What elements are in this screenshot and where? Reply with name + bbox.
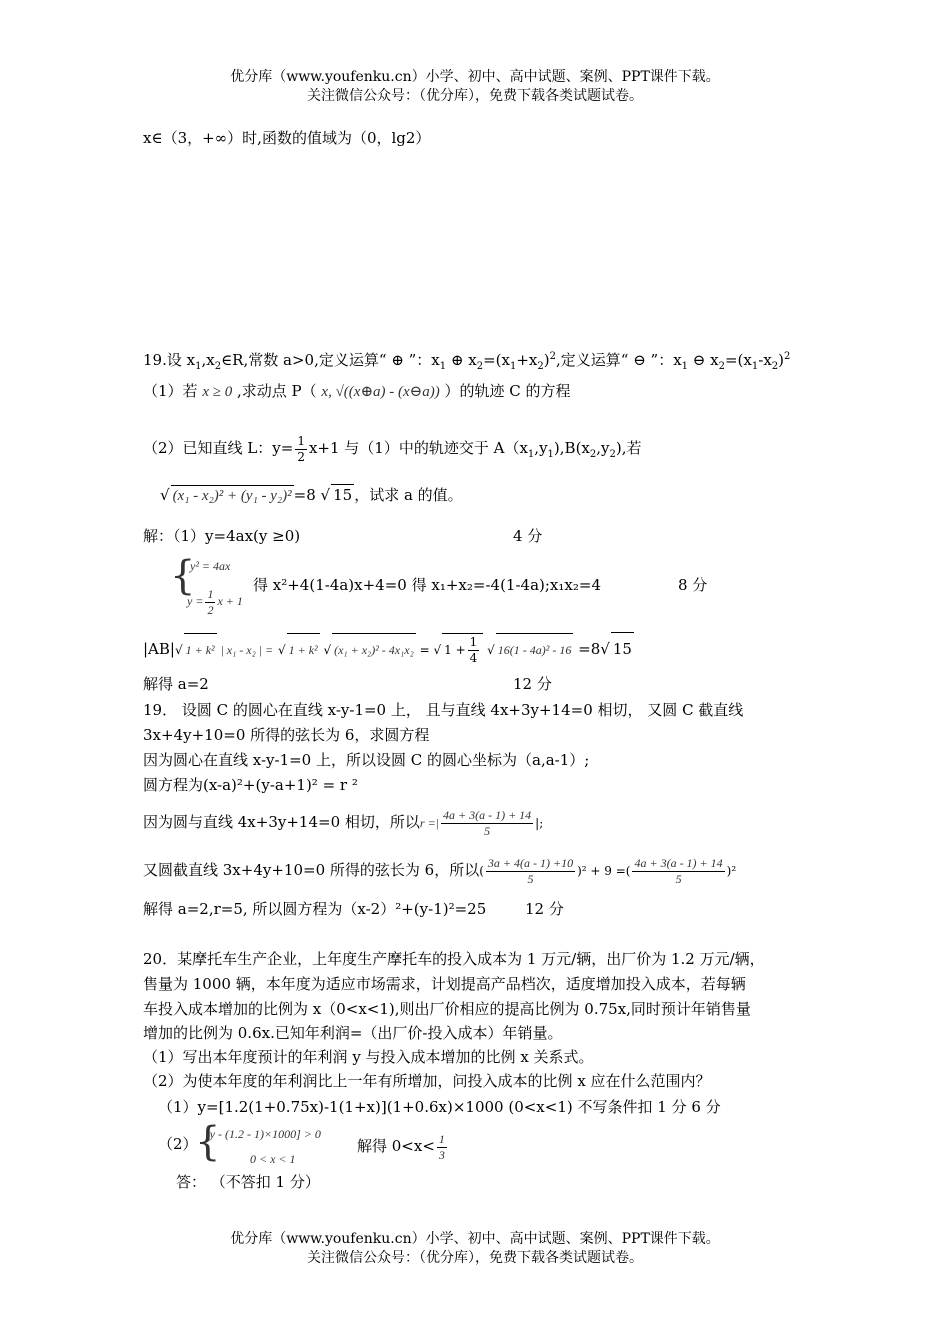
q20-line-1: 20．某摩托车生产企业，上年度生产摩托车的投入成本为 1 万元/辆，出厂价为 1.2 万元/辆， (143, 950, 765, 968)
range-statement: x∈（3，+∞）时,函数的值域为（0，lg2） (143, 129, 431, 147)
q19b-line-1: 因为圆心在直线 x-y-1=0 上，所以设圆 C 的圆心坐标为（a,a-1）; (143, 751, 590, 769)
q19a-result: 解得 a=2 (143, 675, 209, 693)
q20-solution-1: （1）y=[1.2(1+0.75x)-1(1+x)](1+0.6x)×1000 (0<x<1) 不写条件扣 1 分 6 分 (158, 1098, 721, 1116)
q20-answer: 答： （不答扣 1 分） (176, 1173, 320, 1191)
q19a-solution-1: 解：（1）y=4ax(y ≥0) (143, 527, 301, 545)
footer-line-2: 关注微信公众号：（优分库），免费下载各类试题试卷。 (307, 1250, 643, 1266)
header-line-2: 关注微信公众号：（优分库），免费下载各类试题试卷。 (307, 88, 643, 104)
q20-system-brace: { (195, 1119, 221, 1165)
system-eq-1: y² = 4ax (190, 559, 231, 573)
system-eq-2: y = $\frac{1}{2}$ x + 1 (187, 586, 243, 617)
q19b-score-12: 12 分 (525, 900, 564, 918)
q19b-line-2: 圆方程为(x-a)²+(y-a+1)² = r ² (143, 776, 358, 794)
q20-system-eq-2: 0 < x < 1 (250, 1152, 296, 1166)
q19a-score-12: 12 分 (513, 675, 552, 693)
part1-expr: x, √((x⊕a) - (x⊖a)) (321, 384, 440, 400)
system-result: 得 x²+4(1-4a)x+4=0 得 x₁+x₂=-4(1-4a);x₁x₂=4 (253, 576, 601, 594)
q19b-line-3: 因为圆与直线 4x+3y+14=0 相切，所以r =| $\frac{4a + 3(a - 1) + 14}{5}$ |; (143, 807, 544, 838)
q20-line-5: （1）写出本年度预计的年利润 y 与投入成本增加的比例 x 关系式。 (143, 1048, 594, 1066)
half-fraction: $\frac{1}{2}$ (297, 433, 305, 464)
q19a-part1: （1）若 x ≥ 0 ,求动点 P（ x, √((x⊕a) - (x⊖a)) ）的轨迹 C 的方程 (143, 382, 571, 400)
footer-line-1: 优分库（www.youfenku.cn）小学、初中、高中试题、案例、PPT课件下载。 (230, 1231, 720, 1247)
q20-line-3: 车投入成本增加的比例为 x（0<x<1),则出厂价相应的提高比例为 0.75x,同时预计年销售量 (143, 1000, 751, 1018)
q19a-part2: （2）已知直线 L：y= $\frac{1}{2}$ x+1 与（1）中的轨迹交于 $A(x_1,y_1),B(x_2,y_2)$,若 (143, 433, 642, 464)
q20-solution-2-label: （2） (158, 1135, 198, 1153)
chord-length-formula: |AB|√ 1 + k² | x₁ - x₂ | = √ 1 + k² √ (x₁ + x₂)² - 4x₁x₂ = √ 1 + $\frac{1}{4}$ √ 16(1 - 4a)² - 16 =8√ 15 (143, 632, 634, 666)
system-brace: { (170, 553, 196, 599)
q19a-score-8: 8 分 (678, 576, 708, 594)
q20-line-2: 售量为 1000 辆，本年度为适应市场需求，计划提高产品档次，适度增加投入成本，若每辆 (143, 975, 746, 993)
q19b-result: 解得 a=2,r=5, 所以圆方程为（x-2）²+(y-1)²=25 (143, 900, 487, 918)
q20-line-4: 增加的比例为 0.6x.已知年利润=（出厂价-投入成本）年销量。 (143, 1024, 563, 1042)
q19b-line-4: 又圆截直线 3x+4y+10=0 所得的弦长为 6，所以( $\frac{3a + 4(a - 1) +10}{5}$ )² + 9 =( $\frac{4a + 3(a - 1) + 14}{5}$ )² (143, 855, 737, 886)
q19a-title: 19.设 $x_1,x_2\in R$,常数 a>0,定义运算“ ⊕ ”：$x_1$ ⊕ $x_2=(x_1+x_2)^2$,定义运算“ ⊖ ”：$x_1$ ⊖ $x_2=(x_1-x_2)^2$ (143, 351, 791, 372)
q19b-title-2: 3x+4y+10=0 所得的弦长为 6，求圆方程 (143, 726, 430, 744)
q19b-title-1: 19． 设圆 C 的圆心在直线 x-y-1=0 上， 且与直线 4x+3y+14=0 相切， 又圆 C 截直线 (143, 701, 744, 719)
q20-line-6: （2）为使本年度的年利润比上一年有所增加，问投入成本的比例 x 应在什么范围内？ (143, 1072, 711, 1090)
q20-system-eq-1: [y - (1.2 - 1)×1000] > 0 (205, 1127, 321, 1141)
part1-condition: x ≥ 0 (202, 384, 233, 400)
q19a-condition: √ (x₁ - x₂)² + (y₁ - y₂)² =8 √ 15 ，试求 a 的值。 (160, 486, 463, 504)
q19a-score-4: 4 分 (513, 527, 543, 545)
header-line-1: 优分库（www.youfenku.cn）小学、初中、高中试题、案例、PPT课件下载。 (230, 69, 720, 85)
q20-solution-2-result: 解得 0<x< $\frac{1}{3}$ (357, 1131, 445, 1162)
